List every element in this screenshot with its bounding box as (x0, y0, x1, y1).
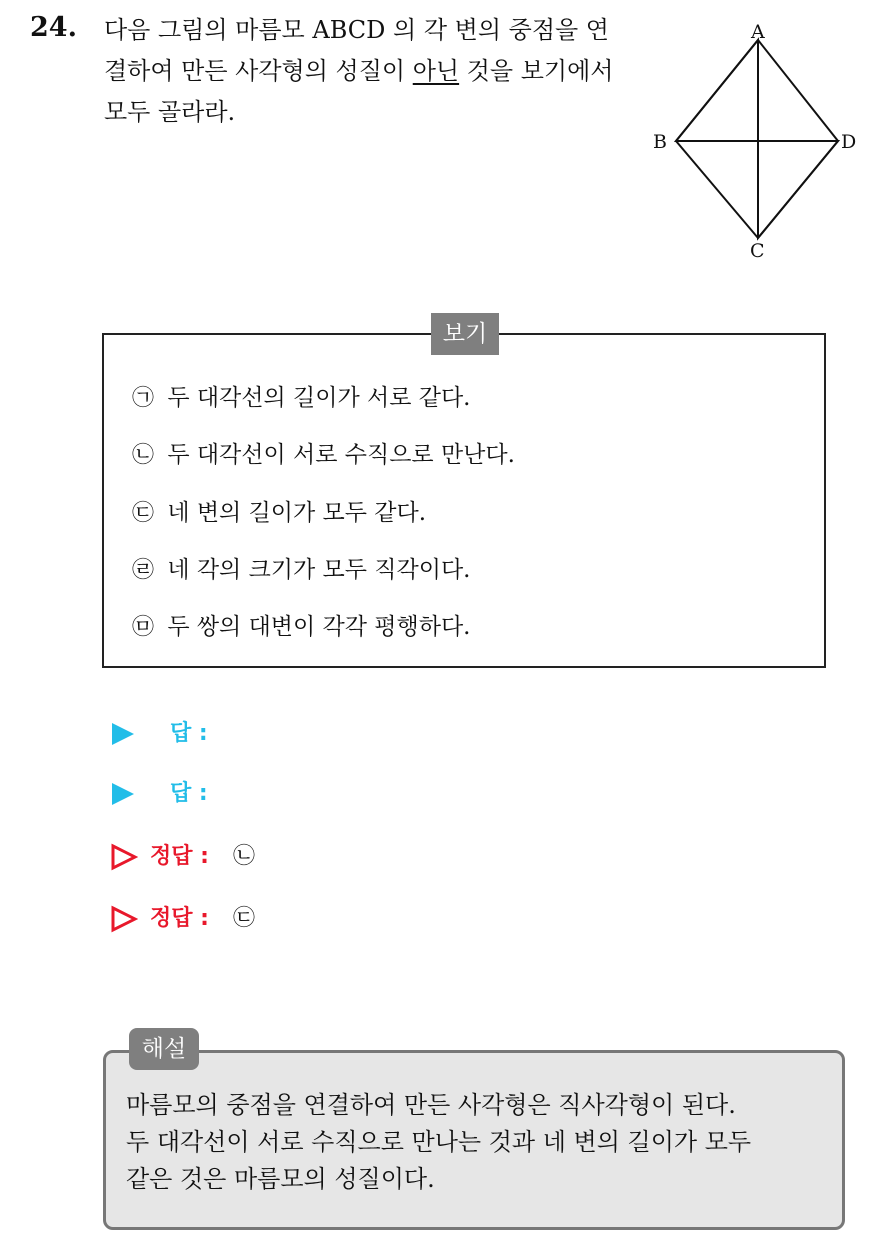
explanation-title: 해설 (129, 1028, 199, 1070)
play-outline-icon (110, 905, 138, 933)
bogi-marker: ㉤ (132, 615, 155, 640)
play-outline-icon (110, 843, 138, 871)
question-underlined-word: 아닌 (412, 57, 460, 85)
vertex-label-c: C (750, 240, 765, 262)
play-filled-icon (110, 721, 136, 747)
bogi-text: 두 대각선이 서로 수직으로 만난다. (167, 442, 515, 468)
correct-answer-value: ㉢ (232, 906, 255, 931)
bogi-title: 보기 (431, 313, 499, 355)
bogi-marker: ㉣ (132, 558, 155, 583)
vertex-label-b: B (653, 131, 667, 153)
bogi-text: 네 각의 크기가 모두 직각이다. (167, 557, 471, 583)
correct-answer-label: 정답 : (150, 844, 209, 869)
correct-answer-label: 정답 : (150, 906, 209, 931)
bogi-marker: ㉡ (132, 443, 155, 468)
vertex-label-a: A (751, 21, 765, 43)
bogi-item (132, 382, 470, 414)
explanation-line: 같은 것은 마름모의 성질이다. (126, 1165, 435, 1193)
answer-label: 답 : (170, 781, 208, 806)
vertex-label-d: D (841, 131, 857, 153)
answer-label: 답 : (170, 721, 208, 746)
bogi-marker: ㉠ (132, 386, 155, 411)
correct-answer-value: ㉡ (232, 844, 255, 869)
correct-answer-row (110, 839, 255, 875)
question-text-before: 다음 그림의 마름모 ABCD 의 각 변의 중점을 연결하여 만든 사각형의 성질이 (104, 16, 609, 85)
answer-row (110, 716, 232, 752)
bogi-text: 네 변의 길이가 모두 같다. (167, 500, 427, 526)
correct-answer-row (110, 901, 255, 937)
explanation-line: 마름모의 중점을 연결하여 만든 사각형은 직사각형이 된다. (126, 1091, 736, 1119)
question-number: 24. (30, 12, 77, 43)
bogi-item (132, 611, 470, 643)
bogi-item (132, 554, 470, 586)
bogi-text: 두 쌍의 대변이 각각 평행하다. (167, 614, 471, 640)
bogi-marker: ㉢ (132, 501, 155, 526)
bogi-item (132, 497, 426, 529)
explanation-line: 두 대각선이 서로 수직으로 만나는 것과 네 변의 길이가 모두 (126, 1128, 752, 1156)
bogi-item (132, 439, 515, 471)
question-text-after: 것을 보기에서 모두 골라라. (104, 57, 614, 126)
rhombus-figure (648, 20, 868, 265)
play-filled-icon (110, 781, 136, 807)
answer-row (110, 776, 232, 812)
bogi-text: 두 대각선의 길이가 서로 같다. (167, 385, 471, 411)
question-text (104, 10, 624, 133)
